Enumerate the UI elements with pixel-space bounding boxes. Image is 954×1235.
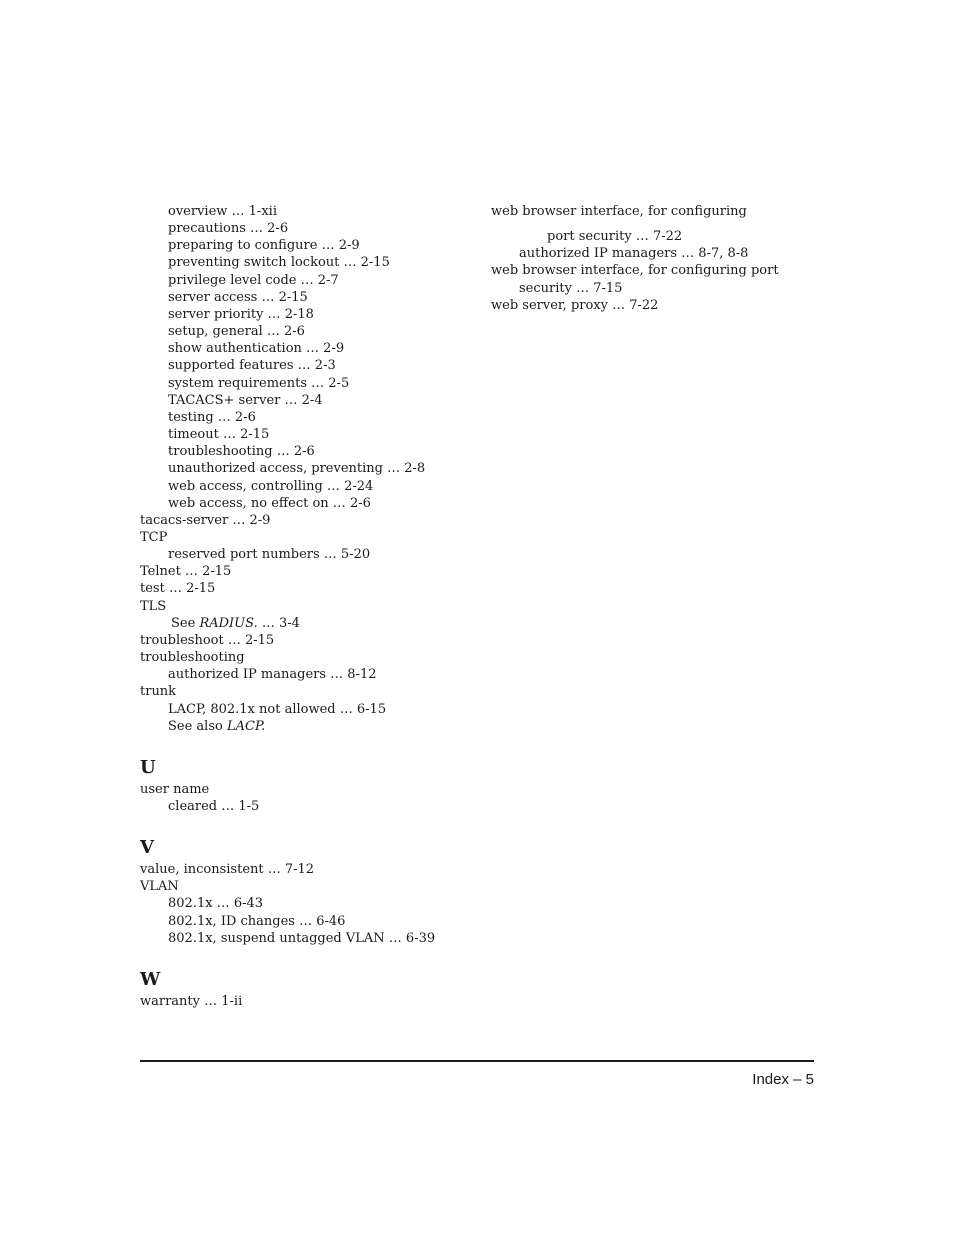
index-entry-web-browser-interface: web browser interface, for configuring [491, 204, 747, 219]
section-heading-u: U [140, 756, 156, 778]
see-also-target: LACP. [226, 718, 266, 734]
index-entry-trunk: trunk [140, 684, 177, 700]
index-entry-vlan: VLAN [140, 879, 179, 895]
index-entry-troubleshooting: troubleshooting [140, 650, 245, 666]
index-entry-tacacs-server: tacacs-server … 2-9 [140, 512, 271, 528]
spacer [491, 220, 791, 228]
index-subentry: cleared … 1-5 [168, 799, 260, 814]
index-subentry: reserved port numbers … 5-20 [168, 547, 371, 563]
tacacs-subentries [140, 203, 470, 512]
index-subentry: testing … 2-6 [168, 409, 256, 425]
index-entry-web-server-proxy: web server, proxy … 7-22 [491, 297, 659, 313]
index-entry-test: test … 2-15 [140, 581, 216, 597]
index-right-column [491, 203, 791, 314]
index-subentry: preparing to configure … 2-9 [168, 238, 360, 254]
index-subentry: precautions … 2-6 [168, 221, 289, 237]
index-entry-troubleshoot: troubleshoot … 2-15 [140, 632, 275, 648]
index-subentry: overview … 1-xii [168, 204, 277, 219]
index-subentry: web access, no effect on … 2-6 [168, 495, 371, 511]
index-subentry: web access, controlling … 2-24 [168, 478, 374, 494]
index-subentry: setup, general … 2-6 [168, 324, 305, 340]
section-heading-w: W [140, 968, 161, 990]
index-subentry: unauthorized access, preventing … 2-8 [168, 461, 426, 477]
index-subentry: TACACS+ server … 2-4 [168, 392, 323, 408]
see-page: … 3-4 [261, 615, 300, 631]
index-entry-warranty: warranty … 1-ii [140, 993, 243, 1009]
index-subentry: authorized IP managers … 8-7, 8-8 [519, 246, 749, 262]
index-subentry: preventing switch lockout … 2-15 [168, 255, 390, 271]
section-heading-v: V [140, 837, 154, 859]
index-subentry: timeout … 2-15 [168, 427, 270, 443]
index-subentry: system requirements … 2-5 [168, 375, 350, 391]
see-also-label: See also [168, 718, 223, 734]
page-number: Index – 5 [752, 1071, 814, 1088]
index-entry-user-name: user name [140, 781, 210, 797]
index-entry-value-inconsistent: value, inconsistent … 7-12 [140, 862, 315, 878]
index-entry-tcp: TCP [140, 529, 168, 545]
index-subentry: 802.1x … 6-43 [168, 896, 264, 912]
index-subentry: LACP, 802.1x not allowed … 6-15 [168, 701, 387, 717]
index-entry-tls: TLS [140, 598, 167, 614]
index-subentry: port security … 7-22 [547, 229, 683, 245]
index-subentry: 802.1x, ID changes … 6-46 [168, 913, 346, 929]
index-subentry: troubleshooting … 2-6 [168, 444, 315, 460]
index-see-reference [140, 615, 470, 632]
index-subentry: show authentication … 2-9 [168, 341, 345, 357]
index-left-column [140, 203, 470, 1010]
index-subentry: 802.1x, suspend untagged VLAN … 6-39 [168, 930, 436, 946]
index-entry-web-browser-interface-port-security: web browser interface, for configuring port security … 7-15 [491, 263, 779, 296]
see-target: RADIUS. [199, 615, 258, 631]
index-see-also-reference [140, 718, 470, 735]
index-entry-telnet: Telnet … 2-15 [140, 564, 232, 580]
index-subentry: server access … 2-15 [168, 289, 308, 305]
index-subentry: server priority … 2-18 [168, 306, 314, 322]
index-subentry: supported features … 2-3 [168, 358, 336, 374]
see-label: See [171, 615, 196, 631]
index-subentry: privilege level code … 2-7 [168, 272, 339, 288]
footer-rule [140, 1060, 814, 1062]
index-subentry: authorized IP managers … 8-12 [168, 667, 377, 683]
